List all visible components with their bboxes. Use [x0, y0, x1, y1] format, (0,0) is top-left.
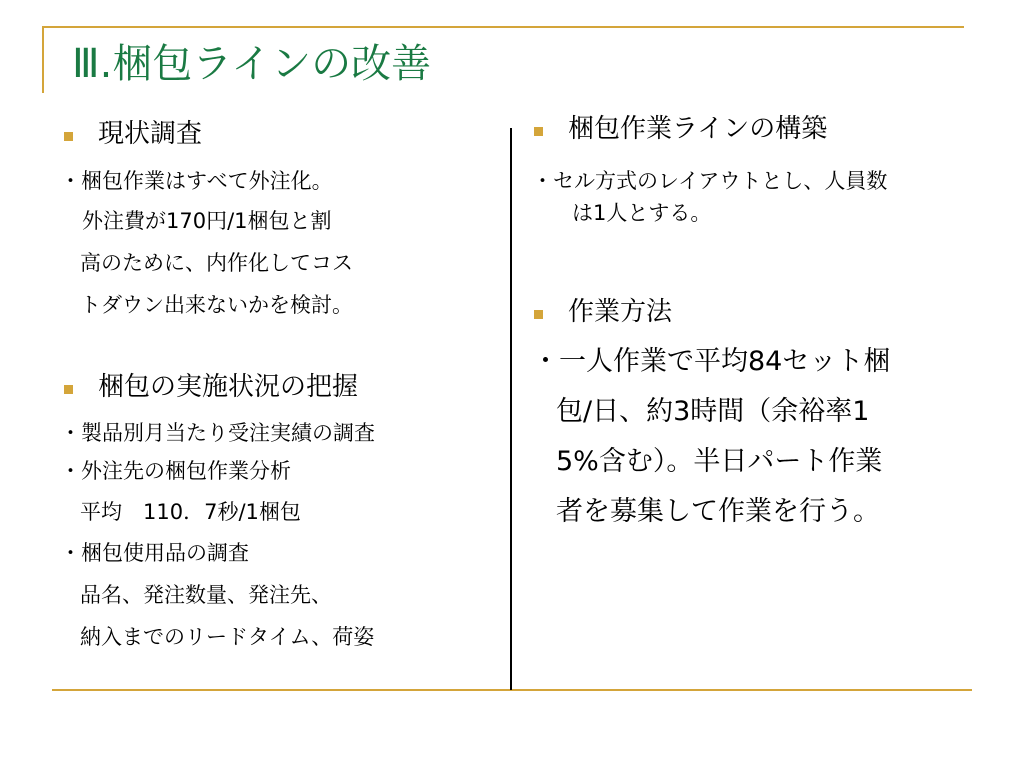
body-line: ・外注先の梱包作業分析 [60, 459, 291, 483]
title-left-rule [42, 26, 44, 93]
column-divider [510, 128, 512, 690]
slide-title: Ⅲ.梱包ラインの改善 [72, 41, 432, 87]
body-line: 品名、発注数量、発注先、 [80, 583, 332, 607]
square-bullet-icon [64, 385, 73, 394]
body-line: 外注費が170円/1梱包と割 [82, 209, 332, 233]
body-line: ・製品別月当たり受注実績の調査 [60, 421, 375, 445]
body-line: トダウン出来ないかを検討。 [80, 293, 353, 317]
square-bullet-icon [534, 310, 543, 319]
body-line: ・セル方式のレイアウトとし、人員数 [532, 169, 888, 193]
body-line: ・梱包使用品の調査 [60, 541, 249, 565]
body-line: 納入までのリードタイム、荷姿 [80, 625, 375, 649]
title-top-rule [42, 26, 964, 28]
heading-label: 現状調査 [98, 119, 203, 149]
body-line: 高のために、内作化してコス [80, 251, 353, 275]
body-line: 包/日、約3時間（余裕率1 [556, 396, 870, 427]
square-bullet-icon [64, 132, 73, 141]
heading-label: 作業方法 [568, 297, 673, 327]
bottom-rule [52, 689, 972, 691]
body-line: ・一人作業で平均84セット梱 [532, 346, 891, 377]
body-line: は1人とする。 [572, 201, 712, 225]
body-line: 者を募集して作業を行う。 [556, 496, 880, 527]
body-line: ・梱包作業はすべて外注化。 [60, 169, 333, 193]
heading-label: 梱包の実施状況の把握 [98, 372, 359, 402]
body-line: 平均 110．7秒/1梱包 [80, 500, 301, 524]
square-bullet-icon [534, 127, 543, 136]
heading-label: 梱包作業ラインの構築 [568, 114, 828, 144]
body-line: 5%含む）。半日パート作業 [556, 446, 883, 477]
